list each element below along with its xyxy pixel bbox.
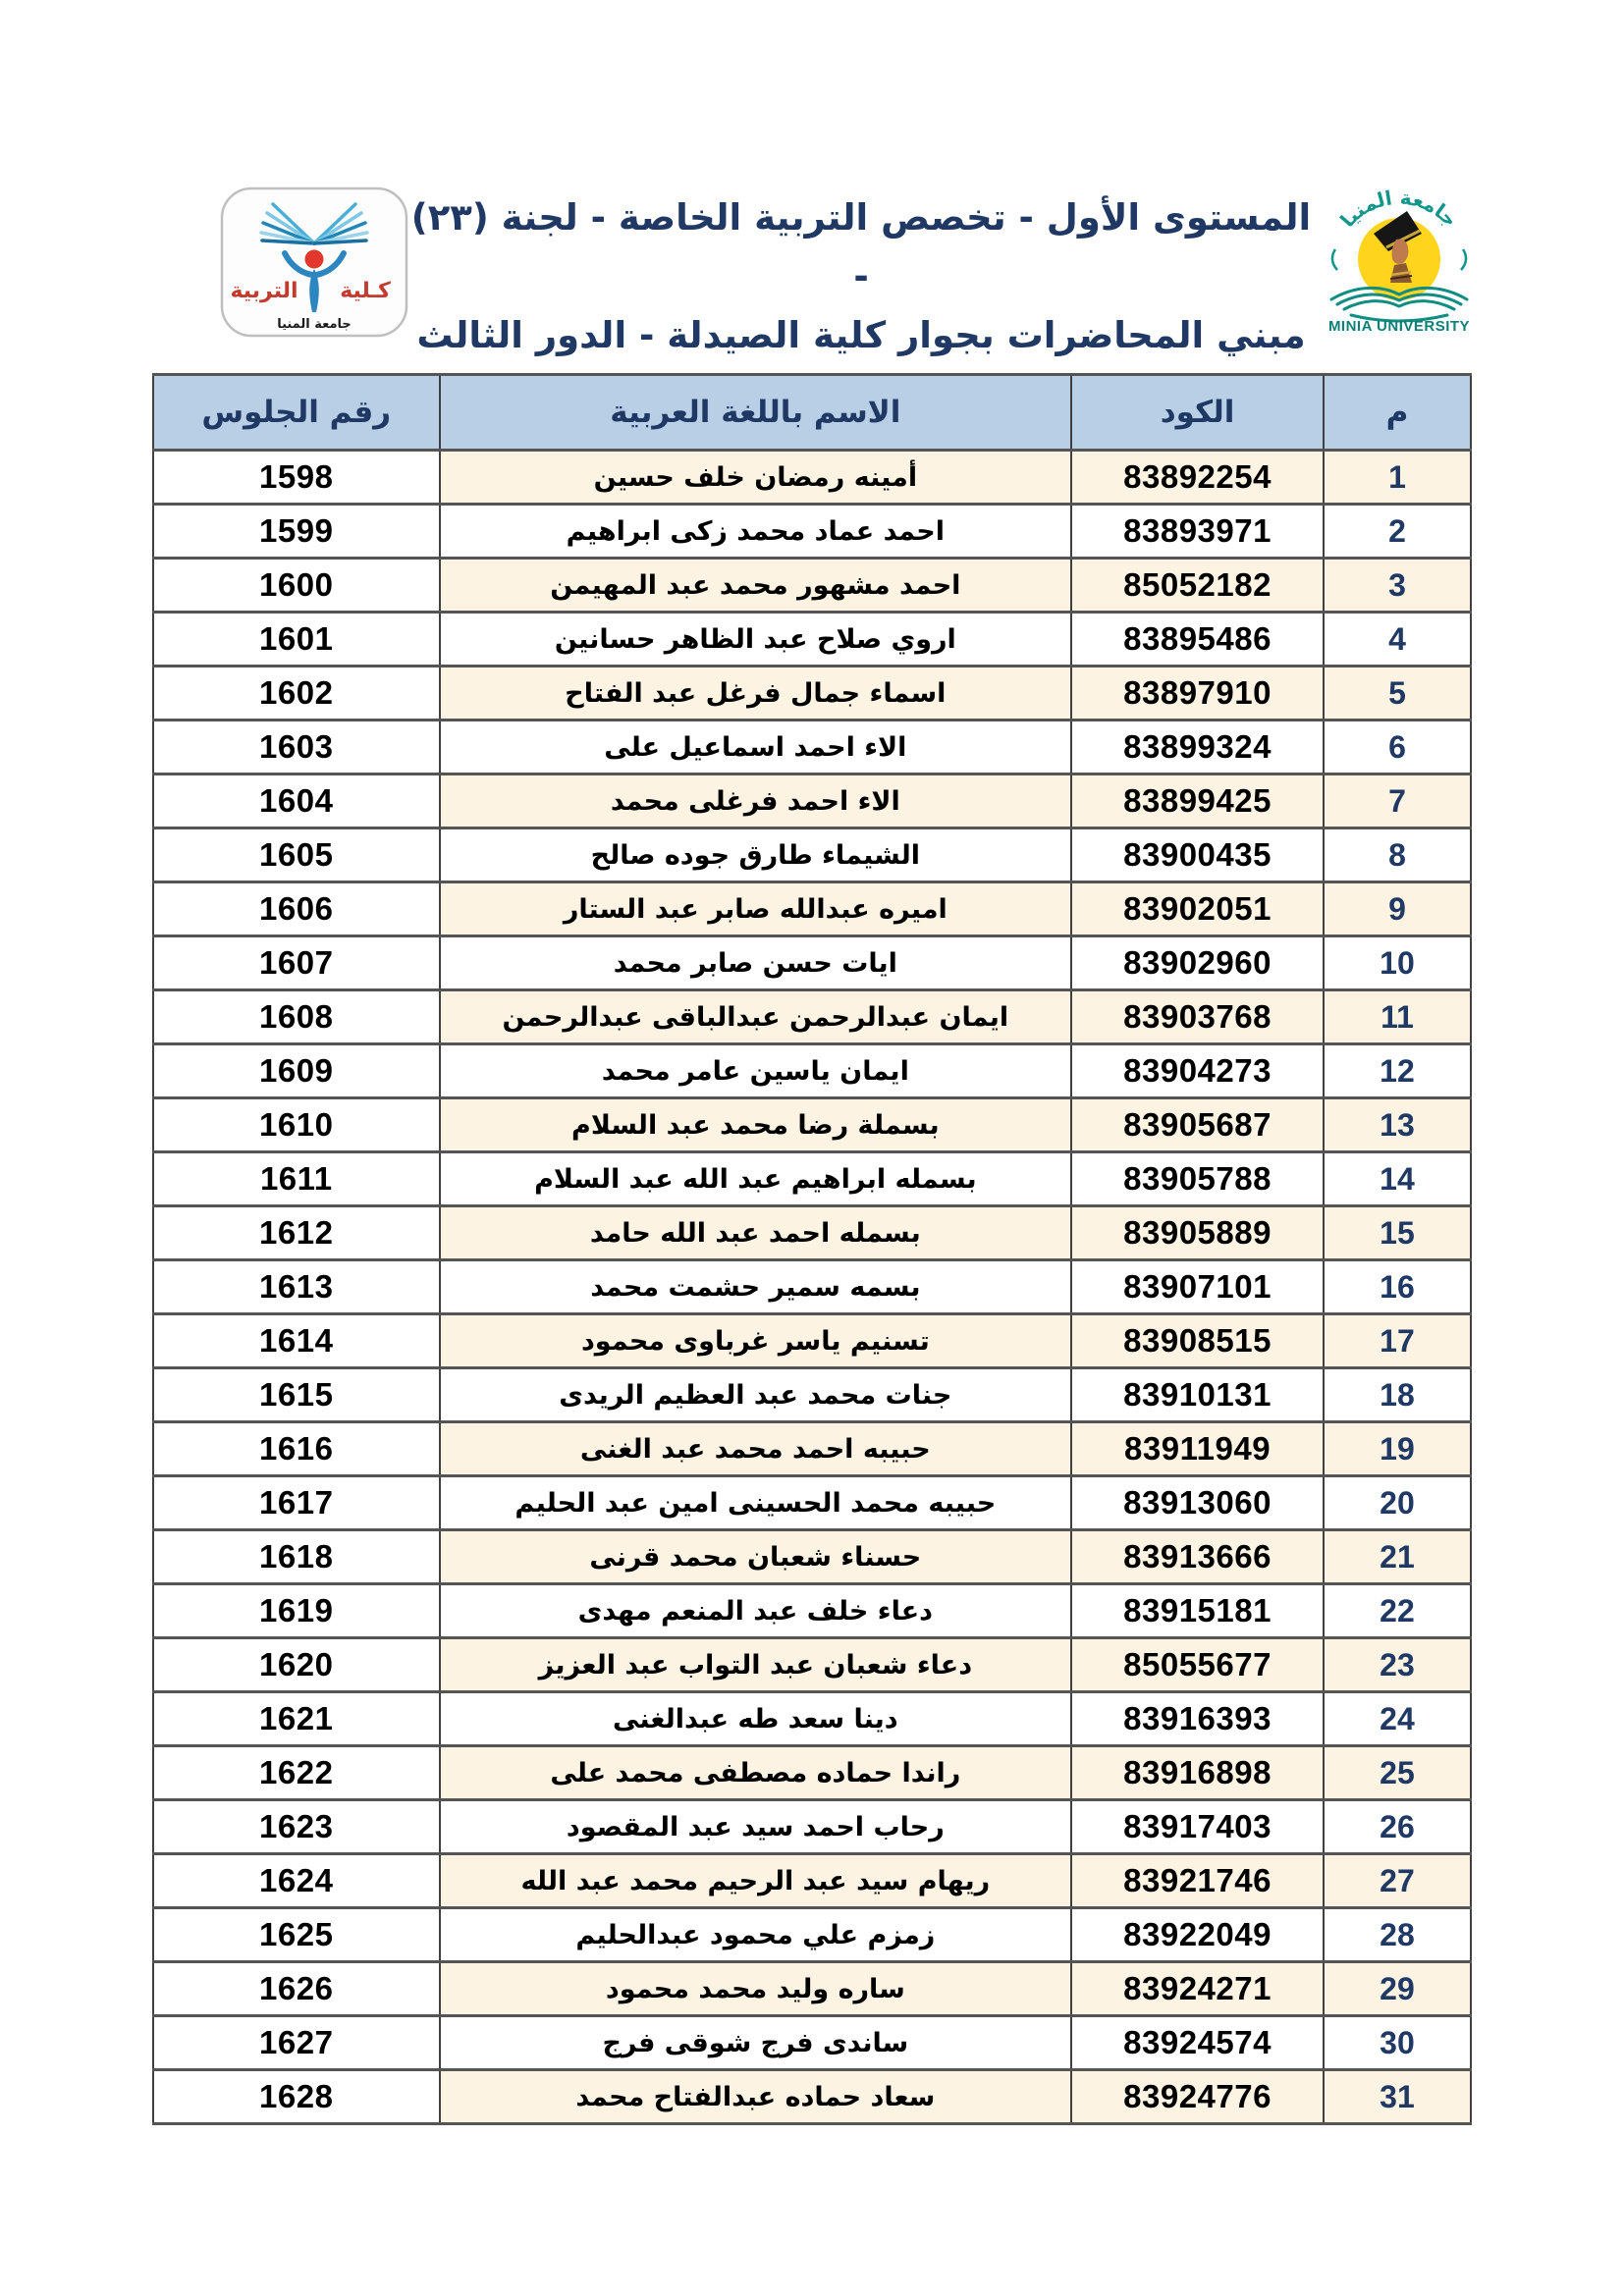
table-row (153, 1692, 1471, 1746)
table-row (153, 1854, 1471, 1908)
title-line-2: مبني المحاضرات بجوار كلية الصيدلة - الدور الثالث (416, 314, 1306, 356)
row-seat-cell: 1618 (153, 1530, 440, 1584)
row-code-cell: 83892254 (1071, 451, 1324, 505)
row-name-cell: احمد عماد محمد زكى ابراهيم (440, 505, 1072, 559)
row-code-cell: 83893971 (1071, 505, 1324, 559)
row-index-cell: 11 (1324, 990, 1471, 1044)
row-index-cell: 3 (1324, 559, 1471, 613)
row-code-cell: 83922049 (1071, 1908, 1324, 1962)
row-code-cell: 83913666 (1071, 1530, 1324, 1584)
row-name-cell: ساره وليد محمد محمود (440, 1962, 1072, 2016)
row-index-cell: 5 (1324, 667, 1471, 721)
university-caption: MINIA UNIVERSITY (1327, 318, 1471, 334)
row-name-cell: احمد مشهور محمد عبد المهيمن (440, 559, 1072, 613)
row-name-cell: ايات حسن صابر محمد (440, 936, 1072, 990)
row-index-cell: 21 (1324, 1530, 1471, 1584)
row-index-cell: 27 (1324, 1854, 1471, 1908)
row-index-cell: 26 (1324, 1800, 1471, 1854)
table-row (153, 1368, 1471, 1422)
row-index-cell: 30 (1324, 2016, 1471, 2070)
row-seat-cell: 1613 (153, 1260, 440, 1314)
row-name-cell: الاء احمد اسماعيل على (440, 721, 1072, 774)
row-seat-cell: 1612 (153, 1206, 440, 1260)
table-header (153, 375, 1471, 451)
row-seat-cell: 1627 (153, 2016, 440, 2070)
row-index-cell: 15 (1324, 1206, 1471, 1260)
row-name-cell: أمينه رمضان خلف حسين (440, 451, 1072, 505)
row-seat-cell: 1624 (153, 1854, 440, 1908)
row-index-cell: 10 (1324, 936, 1471, 990)
table-row (153, 1908, 1471, 1962)
row-index-cell: 8 (1324, 828, 1471, 882)
row-seat-cell: 1625 (153, 1908, 440, 1962)
row-index-cell: 17 (1324, 1314, 1471, 1368)
faculty-logo-graphic (218, 185, 410, 342)
faculty-caption: جامعة المنيا (277, 317, 352, 332)
row-seat-cell: 1607 (153, 936, 440, 990)
row-index-cell: 1 (1324, 451, 1471, 505)
university-arc-text: جامعة المنيا (1335, 185, 1463, 232)
row-seat-cell: 1603 (153, 721, 440, 774)
row-index-cell: 7 (1324, 774, 1471, 828)
row-code-cell: 83921746 (1071, 1854, 1324, 1908)
table-row (153, 1476, 1471, 1530)
row-name-cell: تسنيم ياسر غرباوى محمود (440, 1314, 1072, 1368)
row-code-cell: 83924271 (1071, 1962, 1324, 2016)
title-line-1: المستوى الأول - تخصص التربية الخاصة - لجنة (٢٣) - (410, 196, 1312, 297)
open-book-icon (1331, 288, 1467, 321)
row-code-cell: 83916898 (1071, 1746, 1324, 1800)
row-name-cell: جنات محمد عبد العظيم الريدى (440, 1368, 1072, 1422)
table-row (153, 667, 1471, 721)
row-name-cell: ايمان ياسين عامر محمد (440, 1044, 1072, 1098)
table-row (153, 1800, 1471, 1854)
row-seat-cell: 1617 (153, 1476, 440, 1530)
seating-table (152, 373, 1472, 2125)
table-row (153, 1044, 1471, 1098)
row-name-cell: دعاء خلف عبد المنعم مهدى (440, 1584, 1072, 1638)
row-code-cell: 83915181 (1071, 1584, 1324, 1638)
row-seat-cell: 1602 (153, 667, 440, 721)
row-seat-cell: 1628 (153, 2070, 440, 2124)
row-seat-cell: 1614 (153, 1314, 440, 1368)
table-row (153, 1152, 1471, 1206)
table-row (153, 1098, 1471, 1152)
table-row (153, 1260, 1471, 1314)
row-seat-cell: 1598 (153, 451, 440, 505)
page-title (410, 185, 1312, 365)
faculty-of-education-logo (218, 185, 410, 342)
table-row (153, 936, 1471, 990)
row-index-cell: 9 (1324, 882, 1471, 936)
row-index-cell: 13 (1324, 1098, 1471, 1152)
row-seat-cell: 1615 (153, 1368, 440, 1422)
row-seat-cell: 1608 (153, 990, 440, 1044)
row-name-cell: اسماء جمال فرغل عبد الفتاح (440, 667, 1072, 721)
row-code-cell: 83911949 (1071, 1422, 1324, 1476)
row-seat-cell: 1611 (153, 1152, 440, 1206)
row-seat-cell: 1604 (153, 774, 440, 828)
row-name-cell: ايمان عبدالرحمن عبدالباقى عبدالرحمن (440, 990, 1072, 1044)
row-code-cell: 83907101 (1071, 1260, 1324, 1314)
row-name-cell: راندا حماده مصطفى محمد على (440, 1746, 1072, 1800)
row-code-cell: 83917403 (1071, 1800, 1324, 1854)
table-row (153, 1206, 1471, 1260)
row-seat-cell: 1623 (153, 1800, 440, 1854)
table-row (153, 828, 1471, 882)
column-header-name: الاسم باللغة العربية (440, 375, 1072, 451)
row-code-cell: 83899425 (1071, 774, 1324, 828)
row-seat-cell: 1599 (153, 505, 440, 559)
row-index-cell: 4 (1324, 613, 1471, 667)
row-seat-cell: 1609 (153, 1044, 440, 1098)
row-index-cell: 20 (1324, 1476, 1471, 1530)
row-name-cell: اروي صلاح عبد الظاهر حسانين (440, 613, 1072, 667)
table-row (153, 721, 1471, 774)
row-index-cell: 31 (1324, 2070, 1471, 2124)
row-code-cell: 83924776 (1071, 2070, 1324, 2124)
table-row (153, 1746, 1471, 1800)
row-seat-cell: 1600 (153, 559, 440, 613)
row-code-cell: 83895486 (1071, 613, 1324, 667)
row-seat-cell: 1616 (153, 1422, 440, 1476)
row-code-cell: 83899324 (1071, 721, 1324, 774)
table-row (153, 505, 1471, 559)
row-name-cell: بسمله احمد عبد الله حامد (440, 1206, 1072, 1260)
row-index-cell: 6 (1324, 721, 1471, 774)
row-name-cell: بسملة رضا محمد عبد السلام (440, 1098, 1072, 1152)
row-name-cell: سعاد حماده عبدالفتاح محمد (440, 2070, 1072, 2124)
row-code-cell: 83905788 (1071, 1152, 1324, 1206)
table-row (153, 2070, 1471, 2124)
row-seat-cell: 1619 (153, 1584, 440, 1638)
row-seat-cell: 1606 (153, 882, 440, 936)
row-index-cell: 22 (1324, 1584, 1471, 1638)
row-code-cell: 83924574 (1071, 2016, 1324, 2070)
arc-hook-left (1332, 249, 1337, 270)
row-seat-cell: 1610 (153, 1098, 440, 1152)
row-name-cell: حسناء شعبان محمد قرنى (440, 1530, 1072, 1584)
row-name-cell: بسمه سمير حشمت محمد (440, 1260, 1072, 1314)
row-code-cell: 83916393 (1071, 1692, 1324, 1746)
table-row (153, 559, 1471, 613)
row-code-cell: 85052182 (1071, 559, 1324, 613)
row-index-cell: 16 (1324, 1260, 1471, 1314)
row-name-cell: زمزم علي محمود عبدالحليم (440, 1908, 1072, 1962)
row-code-cell: 83903768 (1071, 990, 1324, 1044)
faculty-word-right: كـلية (340, 279, 391, 303)
faculty-word-left: التربية (230, 279, 298, 303)
row-name-cell: اميره عبدالله صابر عبد الستار (440, 882, 1072, 936)
row-code-cell: 83913060 (1071, 1476, 1324, 1530)
row-seat-cell: 1626 (153, 1962, 440, 2016)
row-name-cell: ريهام سيد عبد الرحيم محمد عبد الله (440, 1854, 1072, 1908)
row-index-cell: 14 (1324, 1152, 1471, 1206)
table-row (153, 1584, 1471, 1638)
row-index-cell: 24 (1324, 1692, 1471, 1746)
table-row (153, 1530, 1471, 1584)
table-row (153, 990, 1471, 1044)
row-code-cell: 83902960 (1071, 936, 1324, 990)
row-name-cell: الاء احمد فرغلى محمد (440, 774, 1072, 828)
university-logo-graphic (1312, 185, 1487, 334)
table-row (153, 1314, 1471, 1368)
table-row (153, 1638, 1471, 1692)
row-seat-cell: 1621 (153, 1692, 440, 1746)
row-index-cell: 28 (1324, 1908, 1471, 1962)
page-header (0, 0, 1624, 365)
table-row (153, 451, 1471, 505)
column-header-code: الكود (1071, 375, 1324, 451)
table-row (153, 613, 1471, 667)
table-row (153, 774, 1471, 828)
row-name-cell: بسمله ابراهيم عبد الله عبد السلام (440, 1152, 1072, 1206)
row-seat-cell: 1605 (153, 828, 440, 882)
arc-hook-right (1461, 249, 1466, 270)
row-name-cell: حبيبه محمد الحسينى امين عبد الحليم (440, 1476, 1072, 1530)
row-seat-cell: 1601 (153, 613, 440, 667)
row-code-cell: 83905889 (1071, 1206, 1324, 1260)
row-code-cell: 85055677 (1071, 1638, 1324, 1692)
row-name-cell: دينا سعد طه عبدالغنى (440, 1692, 1072, 1746)
row-index-cell: 23 (1324, 1638, 1471, 1692)
row-code-cell: 83904273 (1071, 1044, 1324, 1098)
row-code-cell: 83902051 (1071, 882, 1324, 936)
table-body (153, 451, 1471, 2124)
table-row (153, 2016, 1471, 2070)
row-code-cell: 83905687 (1071, 1098, 1324, 1152)
row-index-cell: 12 (1324, 1044, 1471, 1098)
minia-university-logo (1312, 185, 1487, 334)
row-name-cell: دعاء شعبان عبد التواب عبد العزيز (440, 1638, 1072, 1692)
row-index-cell: 18 (1324, 1368, 1471, 1422)
row-name-cell: حبيبه احمد محمد عبد الغنى (440, 1422, 1072, 1476)
row-index-cell: 19 (1324, 1422, 1471, 1476)
row-code-cell: 83908515 (1071, 1314, 1324, 1368)
row-code-cell: 83910131 (1071, 1368, 1324, 1422)
row-name-cell: الشيماء طارق جوده صالح (440, 828, 1072, 882)
row-code-cell: 83897910 (1071, 667, 1324, 721)
row-index-cell: 29 (1324, 1962, 1471, 2016)
row-index-cell: 25 (1324, 1746, 1471, 1800)
row-seat-cell: 1622 (153, 1746, 440, 1800)
column-header-index: م (1324, 375, 1471, 451)
row-code-cell: 83900435 (1071, 828, 1324, 882)
header-row (153, 375, 1471, 451)
table-row (153, 1962, 1471, 2016)
row-index-cell: 2 (1324, 505, 1471, 559)
column-header-seat: رقم الجلوس (153, 375, 440, 451)
row-name-cell: رحاب احمد سيد عبد المقصود (440, 1800, 1072, 1854)
row-name-cell: ساندى فرج شوقى فرج (440, 2016, 1072, 2070)
table-row (153, 1422, 1471, 1476)
table-row (153, 882, 1471, 936)
row-seat-cell: 1620 (153, 1638, 440, 1692)
